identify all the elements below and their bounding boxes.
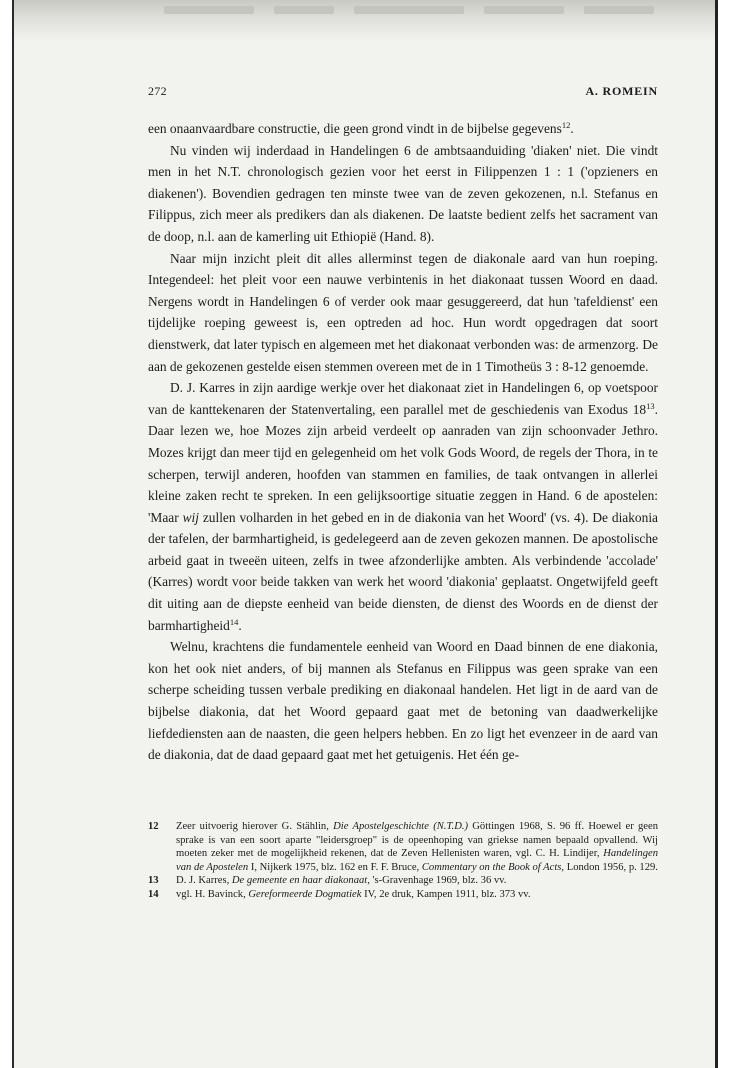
text-run: IV, 2e druk, Kampen 1911, blz. 373 vv. — [361, 888, 531, 900]
page-number: 272 — [148, 84, 167, 98]
text-run: 's-Gravenhage 1969, blz. 36 vv. — [369, 875, 507, 887]
footnote-ref: 12 — [561, 120, 571, 130]
bleed-through-mark — [164, 6, 254, 14]
footnote — [148, 874, 658, 888]
footnote-number: 13 — [148, 875, 159, 887]
text-run: een onaanvaardbare constructie, die geen grond vindt in de bijbelse gegevens — [148, 121, 562, 136]
footnote-ref: 14 — [229, 616, 239, 627]
text-run: . — [238, 617, 242, 633]
text-run: . Daar lezen we, hoe Mozes zijn arbeid verdeelt op aanraden van zijn schoonvader Jethro. Mozes krijgt dan meer tijd en gelegenheid om het volk Gods Woord, de regels der Thora, in te scherpen, terwijl anderen, hoofden van stammen en families, de taak ontvangen in allerlei kleine zaken recht te spreken. In een gelijksoortige situatie zeggen in Hand. 6 de apostelen: 'Maar — [148, 401, 658, 525]
text-run: . — [570, 121, 574, 136]
italic-text: Commentary on the Book of Acts, — [421, 861, 565, 873]
italic-text: Die Apostelgeschichte (N.T.D.) — [333, 821, 469, 832]
bleed-through-mark — [584, 6, 654, 14]
bleed-through-mark — [274, 6, 334, 14]
text-run: zullen volharden in het gebed en in de diakonia van het Woord' (vs. 4). De diakonia der tafelen, der barmhartigheid, is gedelegeerd aan de zeven gekozen mannen. De apostolische arbeid gaat in tweeën uiteen, zelfs in twee afzonderlijke ambten. Als verbindende 'accolade' (Karres) wordt voor beide takken van werk het woord 'diakonia' geplaatst. Ongetwijfeld geeft dit uiting aan de diepste eenheid van beide diensten, de dienst des Woords en de dienst der barmhartigheid — [148, 509, 658, 633]
paragraph — [148, 118, 658, 140]
text-run: Göttingen 1968, S. 96 ff. Hoewel er geen sprake is van een soort aparte "leidersgroep" is de opeenhoping van griekse namen bepaald opvallend. Wij moeten zeker met de mogelijkheid rekenen, dat de Zeven Hellenisten waren, vgl. C. H. Lindijer, — [176, 821, 658, 860]
paragraph — [148, 248, 658, 378]
bleed-through-mark — [354, 6, 464, 14]
italic-text: Gereformeerde Dogmatiek — [248, 888, 362, 900]
bleed-through-mark — [484, 6, 564, 14]
body-text — [148, 118, 658, 766]
paragraph — [148, 636, 658, 766]
italic-text: De gemeente en haar diakonaat, — [231, 875, 370, 887]
text-run: London 1956, p. 129. — [564, 861, 658, 873]
text-run: Naar mijn inzicht pleit dit alles allerminst tegen de diakonale aard van hun roeping. Integendeel: het pleit voor een nauwe verbintenis in het diakonaat tussen Woord en daad. Nergens wordt in Handelingen 6 of verder ook maar gesuggereerd, dat hun 'tafeldienst' een tijdelijke roeping geweest is, een optreden ad hoc. Hun wordt opgedragen dat soort dienstwerk, dat later typisch en algemeen met het diakonaat verbonden was: de armenzorg. De aan de gekozenen gestelde eisen stemmen overeen met de in 1 Timotheüs 3 : 8-12 genoemde. — [148, 250, 658, 374]
text-run: Welnu, krachtens die fundamentele eenheid van Woord en Daad binnen de ene diakonia, kon het ook niet anders, of bij mannen als Stefanus en Filippus was geen sprake van een scherpe scheiding tussen verbale prediking en diakonaal handelen. Het ligt in de aard van de bijbelse diakonia, dat het Woord gepaard gaat met de betoning van daadwerkelijke liefdediensten aan de naasten, die geen helpers hebben. En zo ligt het evenzeer in de aard van de diakonia, dat de daad gepaard gaat met het getuigenis. Het één ge- — [148, 639, 658, 763]
paragraph — [148, 377, 658, 636]
footnote-number: 12 — [148, 821, 159, 832]
footnote-number: 14 — [148, 888, 159, 900]
text-run: Nu vinden wij inderdaad in Handelingen 6 de ambtsaanduiding 'diaken' niet. Die vindt men in het N.T. chronologisch gezien voor het eerst in Filippenzen 1 : 1 ('opzieners en diakenen'). Bovendien gedragen ten minste twee van de zeven gekozenen, n.l. Stefanus en Filippus, zich meer als predikers dan als diakenen. De laatste bedient zelfs het sacrament van de doop, n.l. aan de kamerling uit Ethiopië (Hand. 8). — [148, 142, 658, 244]
footnote — [148, 820, 658, 874]
text-run: vgl. H. Bavinck, — [176, 888, 249, 900]
book-page — [12, 0, 718, 1068]
text-run: D. J. Karres in zijn aardige werkje over het diakonaat ziet in Handelingen 6, op voetspoor van de kanttekenaren der Statenvertaling, een parallel met de geschiedenis van Exodus 18 — [148, 380, 658, 417]
scan-shadow-band — [14, 0, 715, 42]
footnote — [148, 888, 658, 902]
text-run: Zeer uitvoerig hierover G. Stählin, — [176, 821, 334, 832]
running-head-author: A. ROMEIN — [585, 84, 658, 98]
text-run: I, Nijkerk 1975, blz. 162 en F. F. Bruce, — [248, 861, 422, 873]
footnote-ref: 13 — [646, 400, 655, 411]
italic-text: wij — [182, 509, 199, 525]
paragraph — [148, 140, 658, 248]
running-header — [148, 84, 658, 100]
footnotes — [148, 820, 658, 902]
italic-text: Handelingen van de Apostelen — [176, 848, 658, 873]
text-run: D. J. Karres, — [176, 875, 232, 887]
